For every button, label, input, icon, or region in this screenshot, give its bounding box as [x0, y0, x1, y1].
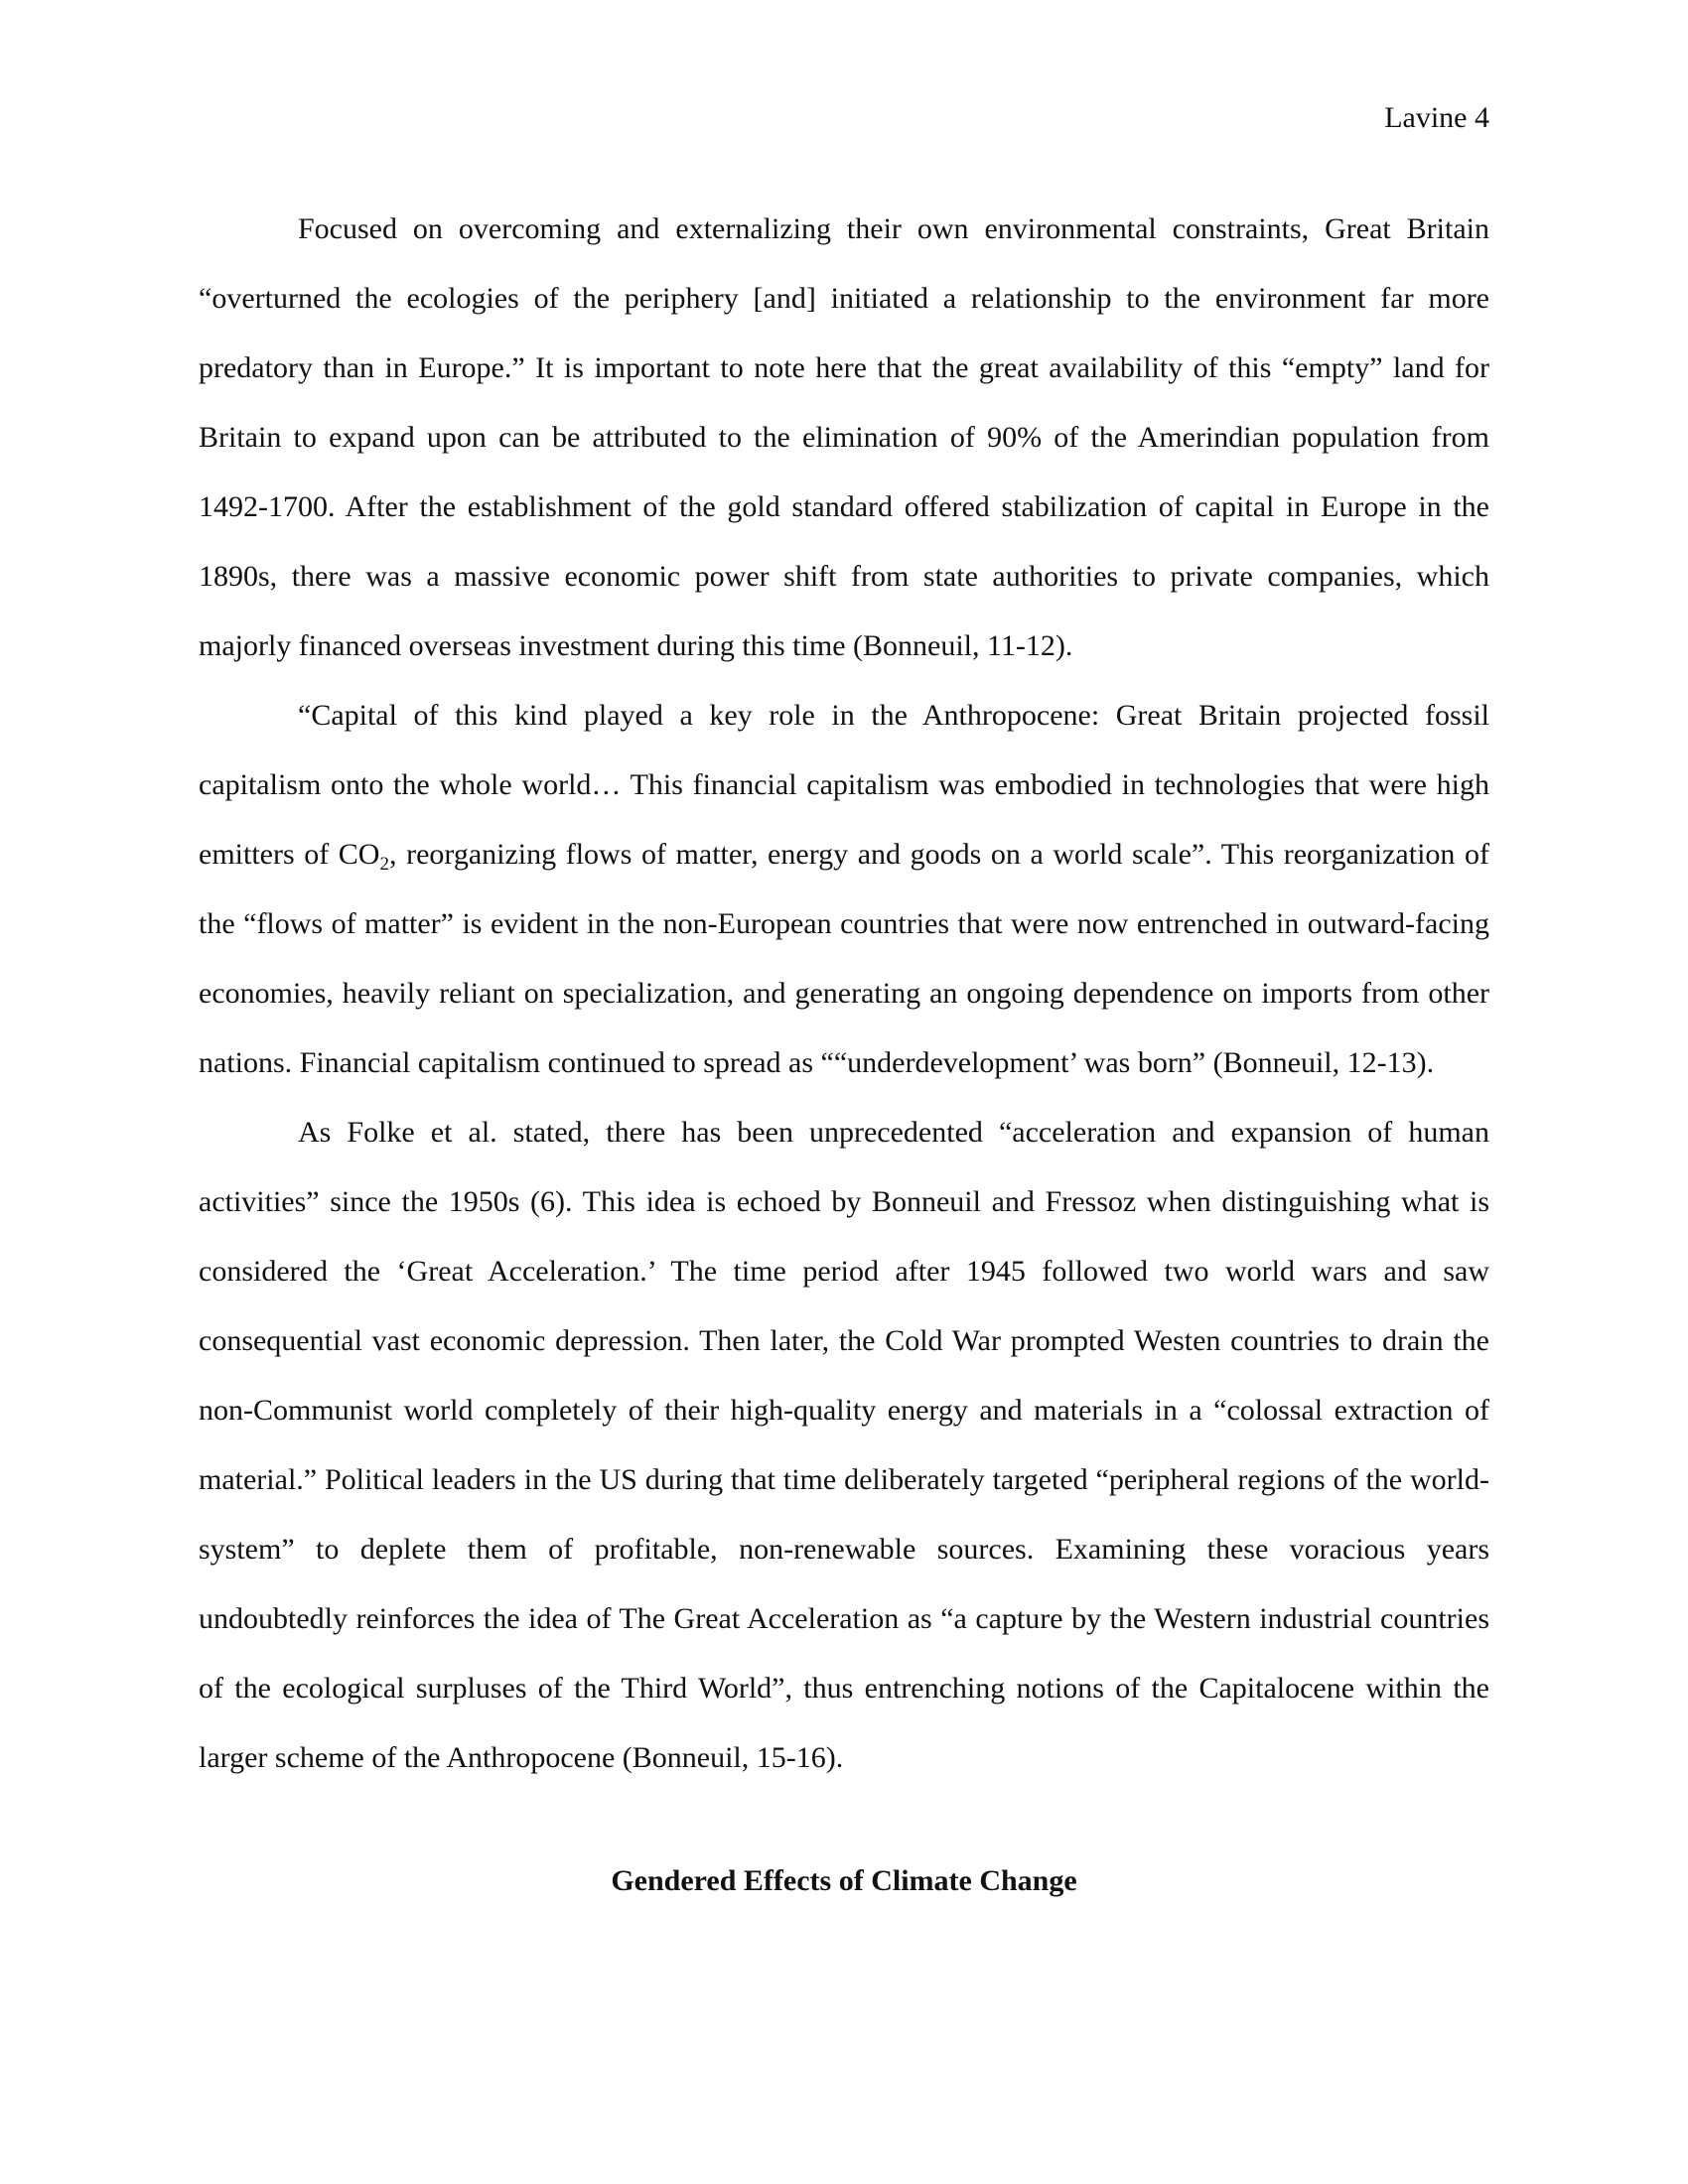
paragraph-1: Focused on overcoming and externalizing their own environmental constraints, Great Britain “overturned the ecologies of the periphery [and] initiated a relationship to the environment far more predatory than in Europe.” It is important to note here that the great availability of this “empty” land for Britain to expand upon can be attributed to the elimination of 90% of the Amerindian population from 1492-1700. After the establishment of the gold standard offered stabilization of capital in Europe in the 1890s, there was a massive economic power shift from state authorities to private companies, which majorly financed overseas investment during this time (Bonneuil, 11-12). [199, 212, 1489, 662]
document-body [199, 195, 1489, 1916]
co2-subscript: 2 [379, 854, 389, 875]
paragraph-2-text-before-subscript: “Capital of this kind played a key role in the Anthropocene: Great Britain projected fossil capitalism onto the whole world… This financial capitalism was embodied in technologies that were high emitters of CO [199, 699, 1489, 871]
paragraph-2 [199, 681, 1489, 1098]
paragraph-2-text-after-subscript: , reorganizing flows of matter, energy and goods on a world scale”. This reorganization of the “flows of matter” is evident in the non-European countries that were now entrenched in outward-facing economies, heavily reliant on specialization, and generating an ongoing dependence on imports from other nations. Financial capitalism continued to spread as ““underdevelopment’ was born” (Bonneuil, 12-13). [199, 838, 1489, 1079]
paragraph-3: As Folke et al. stated, there has been unprecedented “acceleration and expansion of human activities” since the 1950s (6). This idea is echoed by Bonneuil and Fressoz when distinguishing what is considered the ‘Great Acceleration.’ The time period after 1945 followed two world wars and saw consequential vast economic depression. Then later, the Cold War prompted Westen countries to drain the non-Communist world completely of their high-quality energy and materials in a “colossal extraction of material.” Political leaders in the US during that time deliberately targeted “peripheral regions of the world-system” to deplete them of profitable, non-renewable sources. Examining these voracious years undoubtedly reinforces the idea of The Great Acceleration as “a capture by the Western industrial countries of the ecological surpluses of the Third World”, thus entrenching notions of the Capitalocene within the larger scheme of the Anthropocene (Bonneuil, 15-16). [199, 1116, 1489, 1774]
running-header: Lavine 4 [1384, 101, 1489, 134]
section-heading: Gendered Effects of Climate Change [611, 1864, 1077, 1897]
